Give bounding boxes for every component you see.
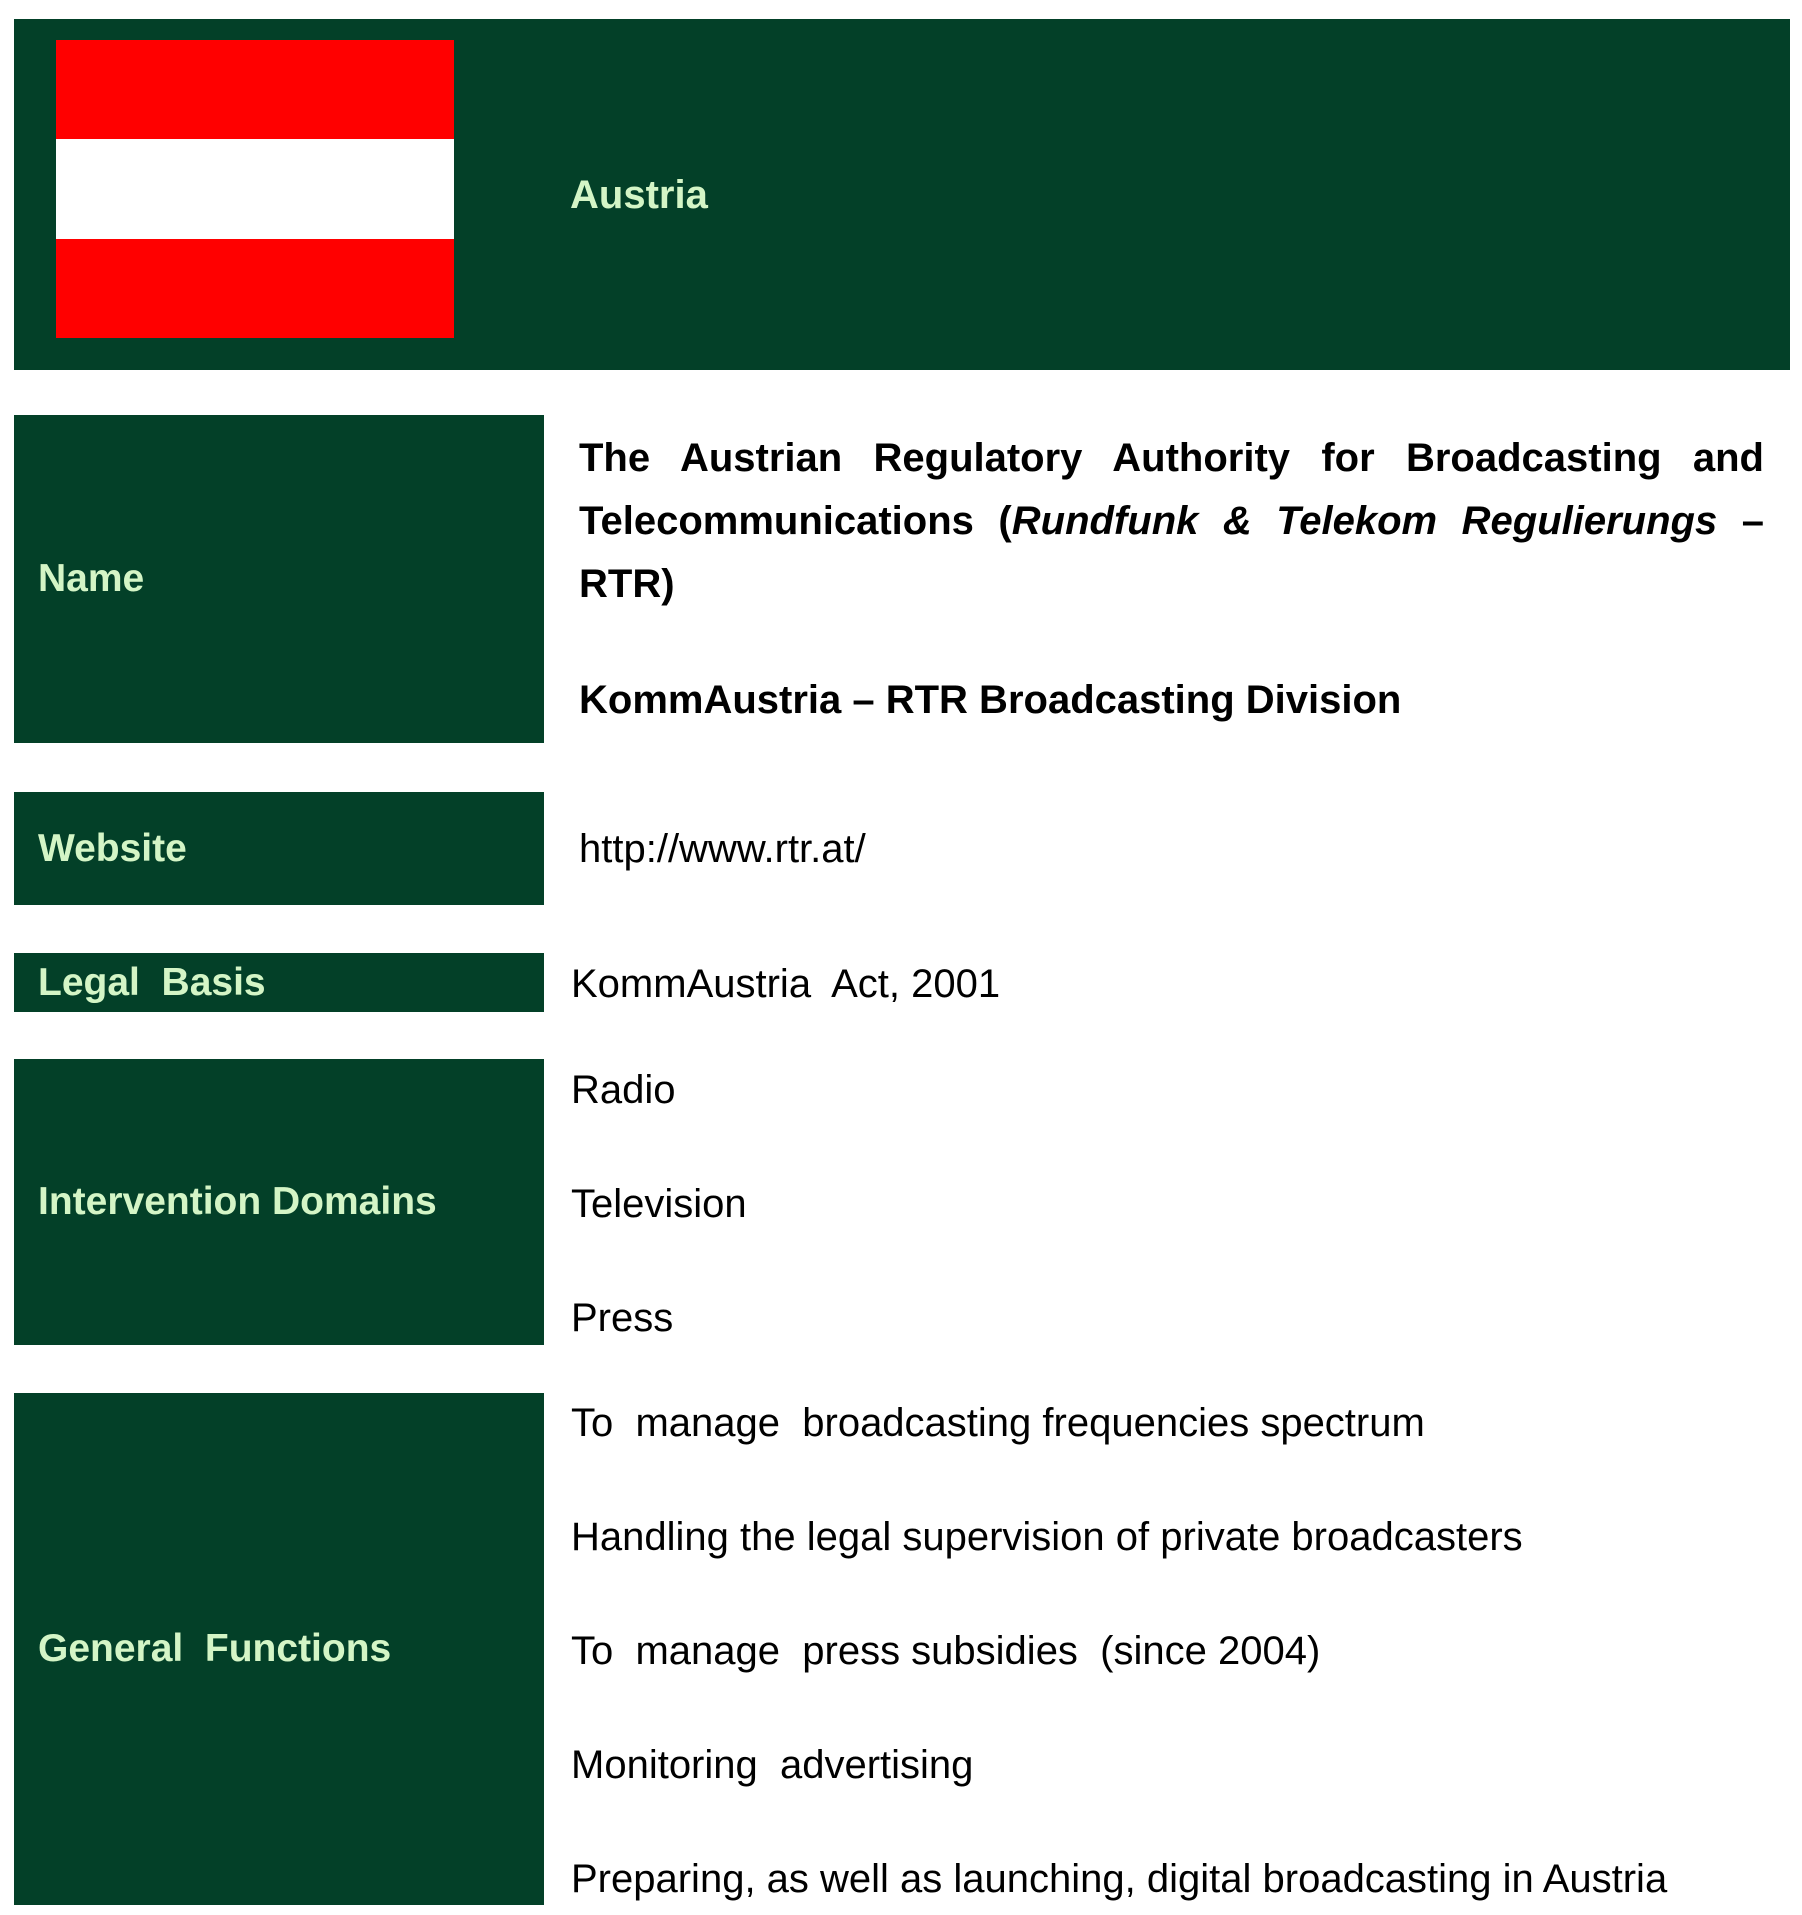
country-title: Austria <box>570 173 708 217</box>
website-label <box>14 792 544 905</box>
function-item: To manage broadcasting frequencies spectrum <box>571 1401 1425 1445</box>
general-functions-label-text: General Functions <box>38 1627 392 1670</box>
name-label-text: Name <box>38 557 145 600</box>
name-value <box>579 427 1764 616</box>
legal-basis-label-text: Legal Basis <box>38 960 266 1004</box>
function-item: Preparing, as well as launching, digital broadcasting in Austria <box>571 1857 1668 1901</box>
function-item: To manage press subsidies (since 2004) <box>571 1629 1321 1673</box>
function-item: Handling the legal supervision of private broadcasters <box>571 1515 1523 1559</box>
domain-item: Press <box>571 1296 674 1340</box>
name-value-part-2: – RTR) <box>579 499 1765 606</box>
intervention-domains-label-text: Intervention Domains <box>38 1180 437 1223</box>
function-item: Monitoring advertising <box>571 1743 974 1787</box>
name-value-italic: Rundfunk & Telekom Regulierungs <box>1011 499 1718 543</box>
website-link[interactable]: http://www.rtr.at/ <box>579 827 866 871</box>
domain-item: Television <box>571 1182 747 1226</box>
general-functions-label <box>14 1393 544 1905</box>
austria-flag-icon <box>56 40 454 338</box>
intervention-domains-label <box>14 1059 544 1345</box>
website-label-text: Website <box>38 826 187 870</box>
domain-item: Radio <box>571 1068 676 1112</box>
legal-basis-value: KommAustria Act, 2001 <box>571 962 1001 1006</box>
division-name: KommAustria – RTR Broadcasting Division <box>579 678 1402 722</box>
country-banner <box>14 19 1790 370</box>
name-value-part-1: The Austrian Regulatory Authority for Broadcasting and Telecommunications ( <box>579 436 1764 543</box>
name-label <box>14 415 544 743</box>
legal-basis-label <box>14 953 544 1012</box>
